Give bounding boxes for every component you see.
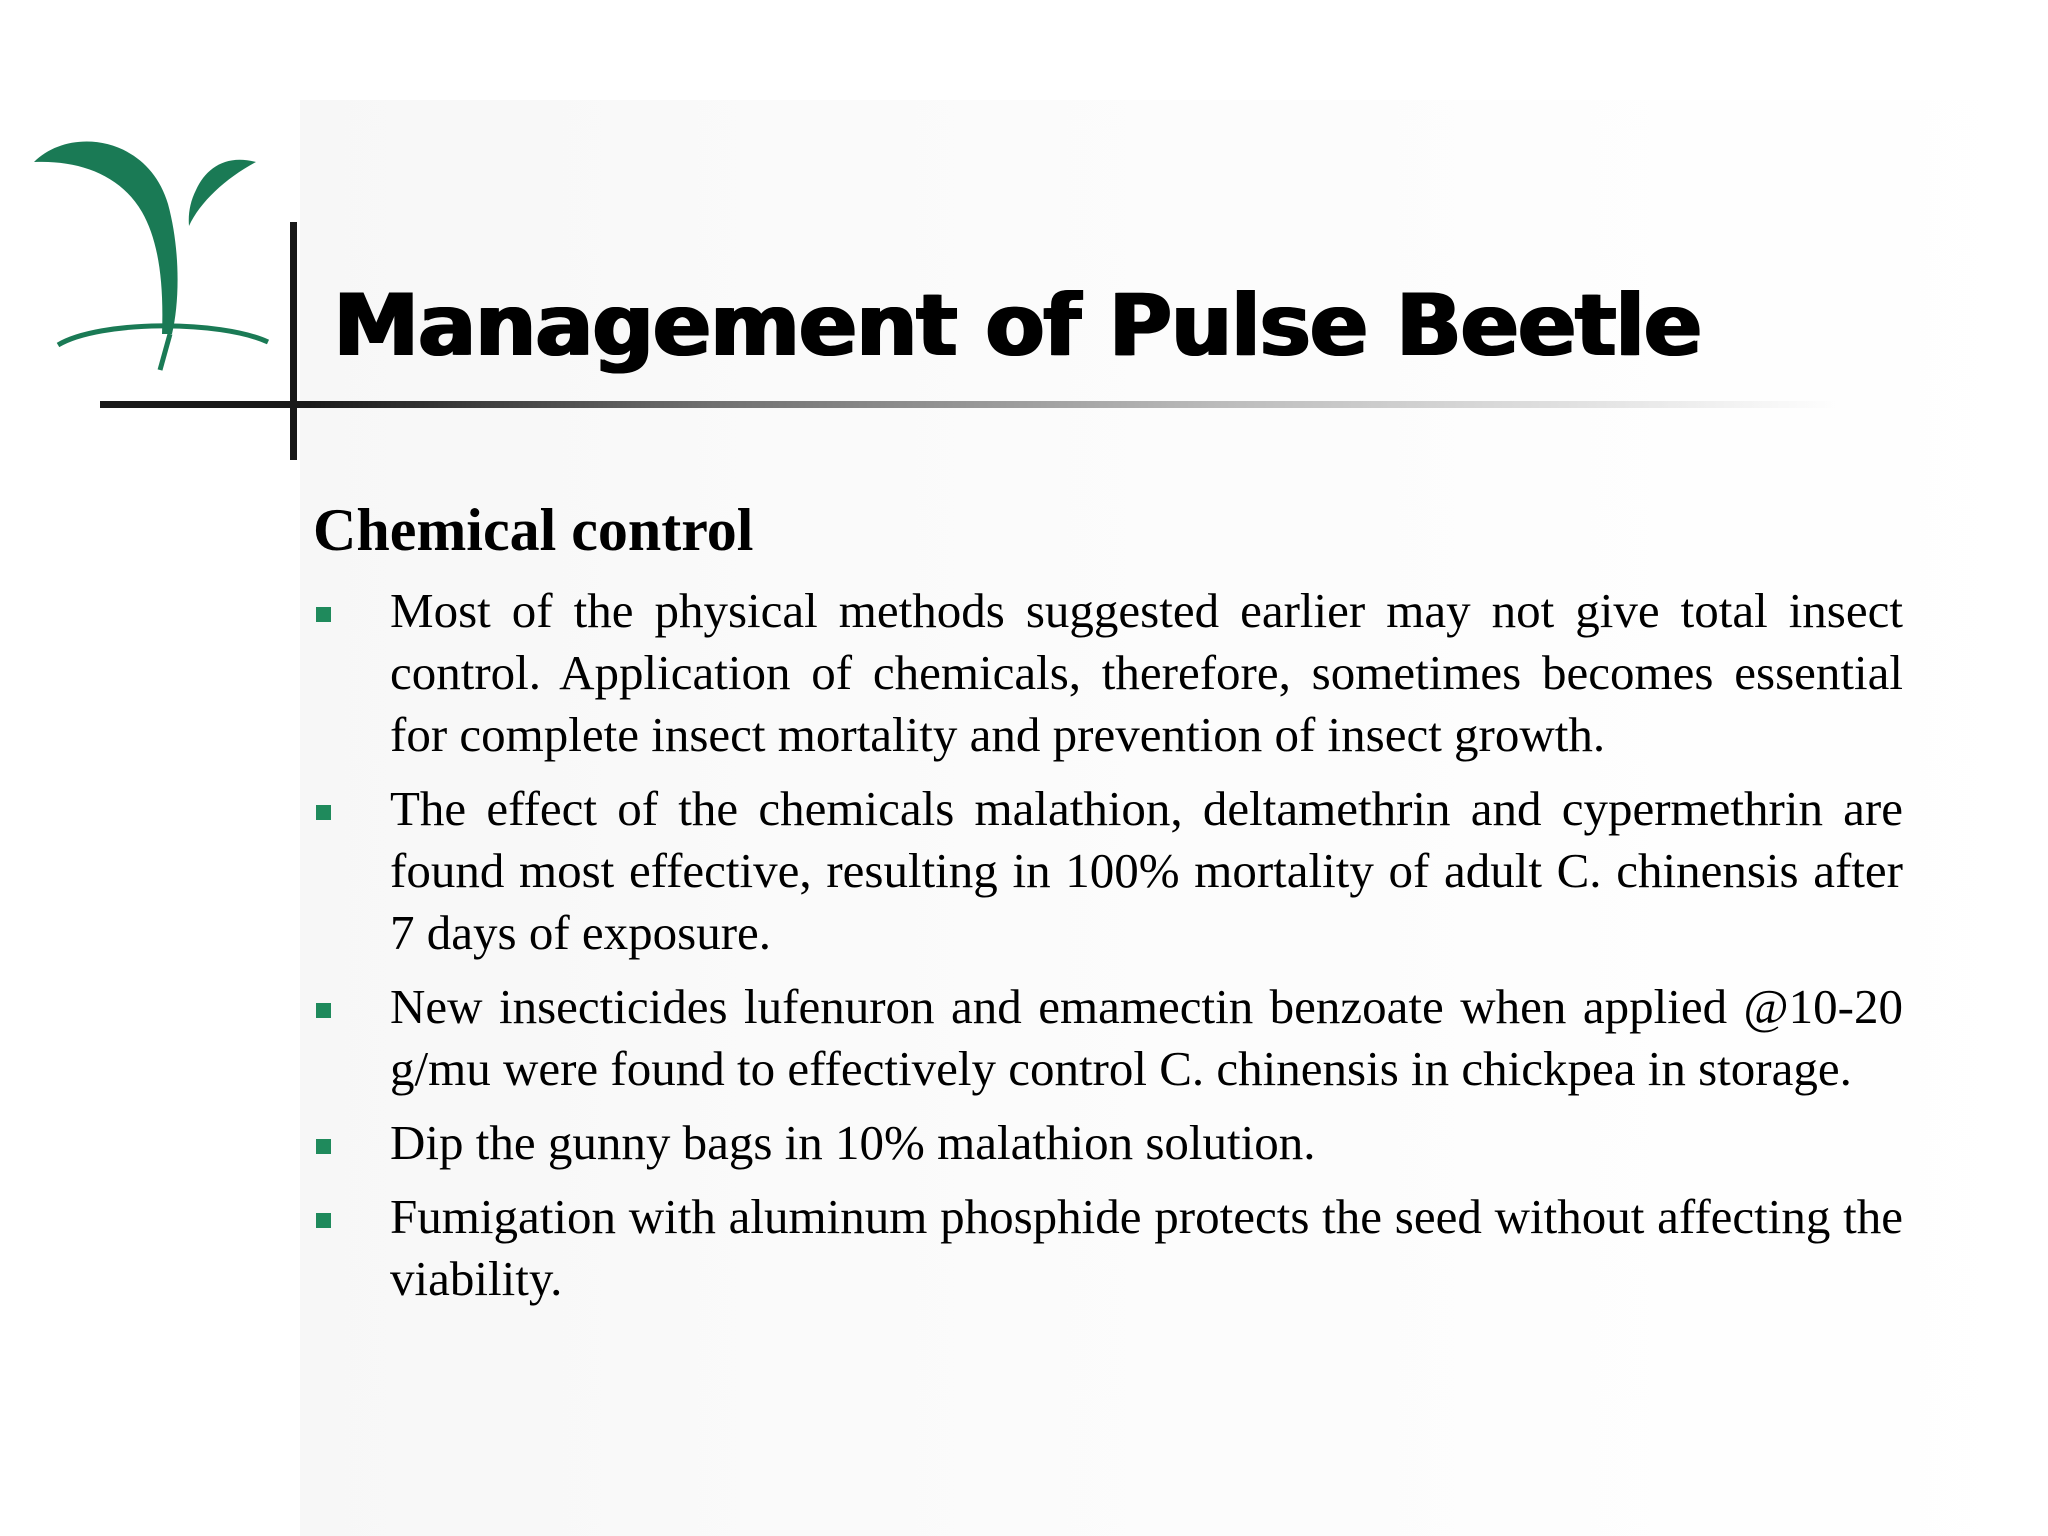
square-bullet-icon: [316, 1213, 331, 1228]
bullet-item: [313, 1112, 1903, 1174]
vertical-rule: [290, 222, 297, 460]
bullet-text: The effect of the chemicals malathion, deltamethrin and cypermethrin are found most effective, resulting in 100% mortality of adult C. chinensis after 7 days of exposure.: [390, 781, 1903, 960]
bullet-text: New insecticides lufenuron and emamectin benzoate when applied @10-20 g/mu were found to effectively control C. chinensis in chickpea in storage.: [390, 979, 1903, 1096]
square-bullet-icon: [316, 607, 331, 622]
bullet-item: [313, 976, 1903, 1100]
bullet-item: [313, 778, 1903, 964]
square-bullet-icon: [316, 1139, 331, 1154]
bullet-list: [313, 580, 1903, 1322]
bullet-text: Dip the gunny bags in 10% malathion solution.: [390, 1115, 1316, 1170]
bullet-text: Most of the physical methods suggested earlier may not give total insect control. Application of chemicals, therefore, sometimes becomes essential for complete insect mortality and prevention of insect growth.: [390, 583, 1903, 762]
bullet-text: Fumigation with aluminum phosphide protects the seed without affecting the viability.: [390, 1189, 1903, 1306]
sprout-logo-icon: [30, 130, 280, 380]
horizontal-rule: [100, 401, 1840, 408]
section-heading: Chemical control: [313, 497, 754, 563]
slide-title: Management of Pulse Beetle: [333, 276, 1701, 376]
square-bullet-icon: [316, 1003, 331, 1018]
bullet-item: [313, 580, 1903, 766]
bullet-item: [313, 1186, 1903, 1310]
square-bullet-icon: [316, 805, 331, 820]
